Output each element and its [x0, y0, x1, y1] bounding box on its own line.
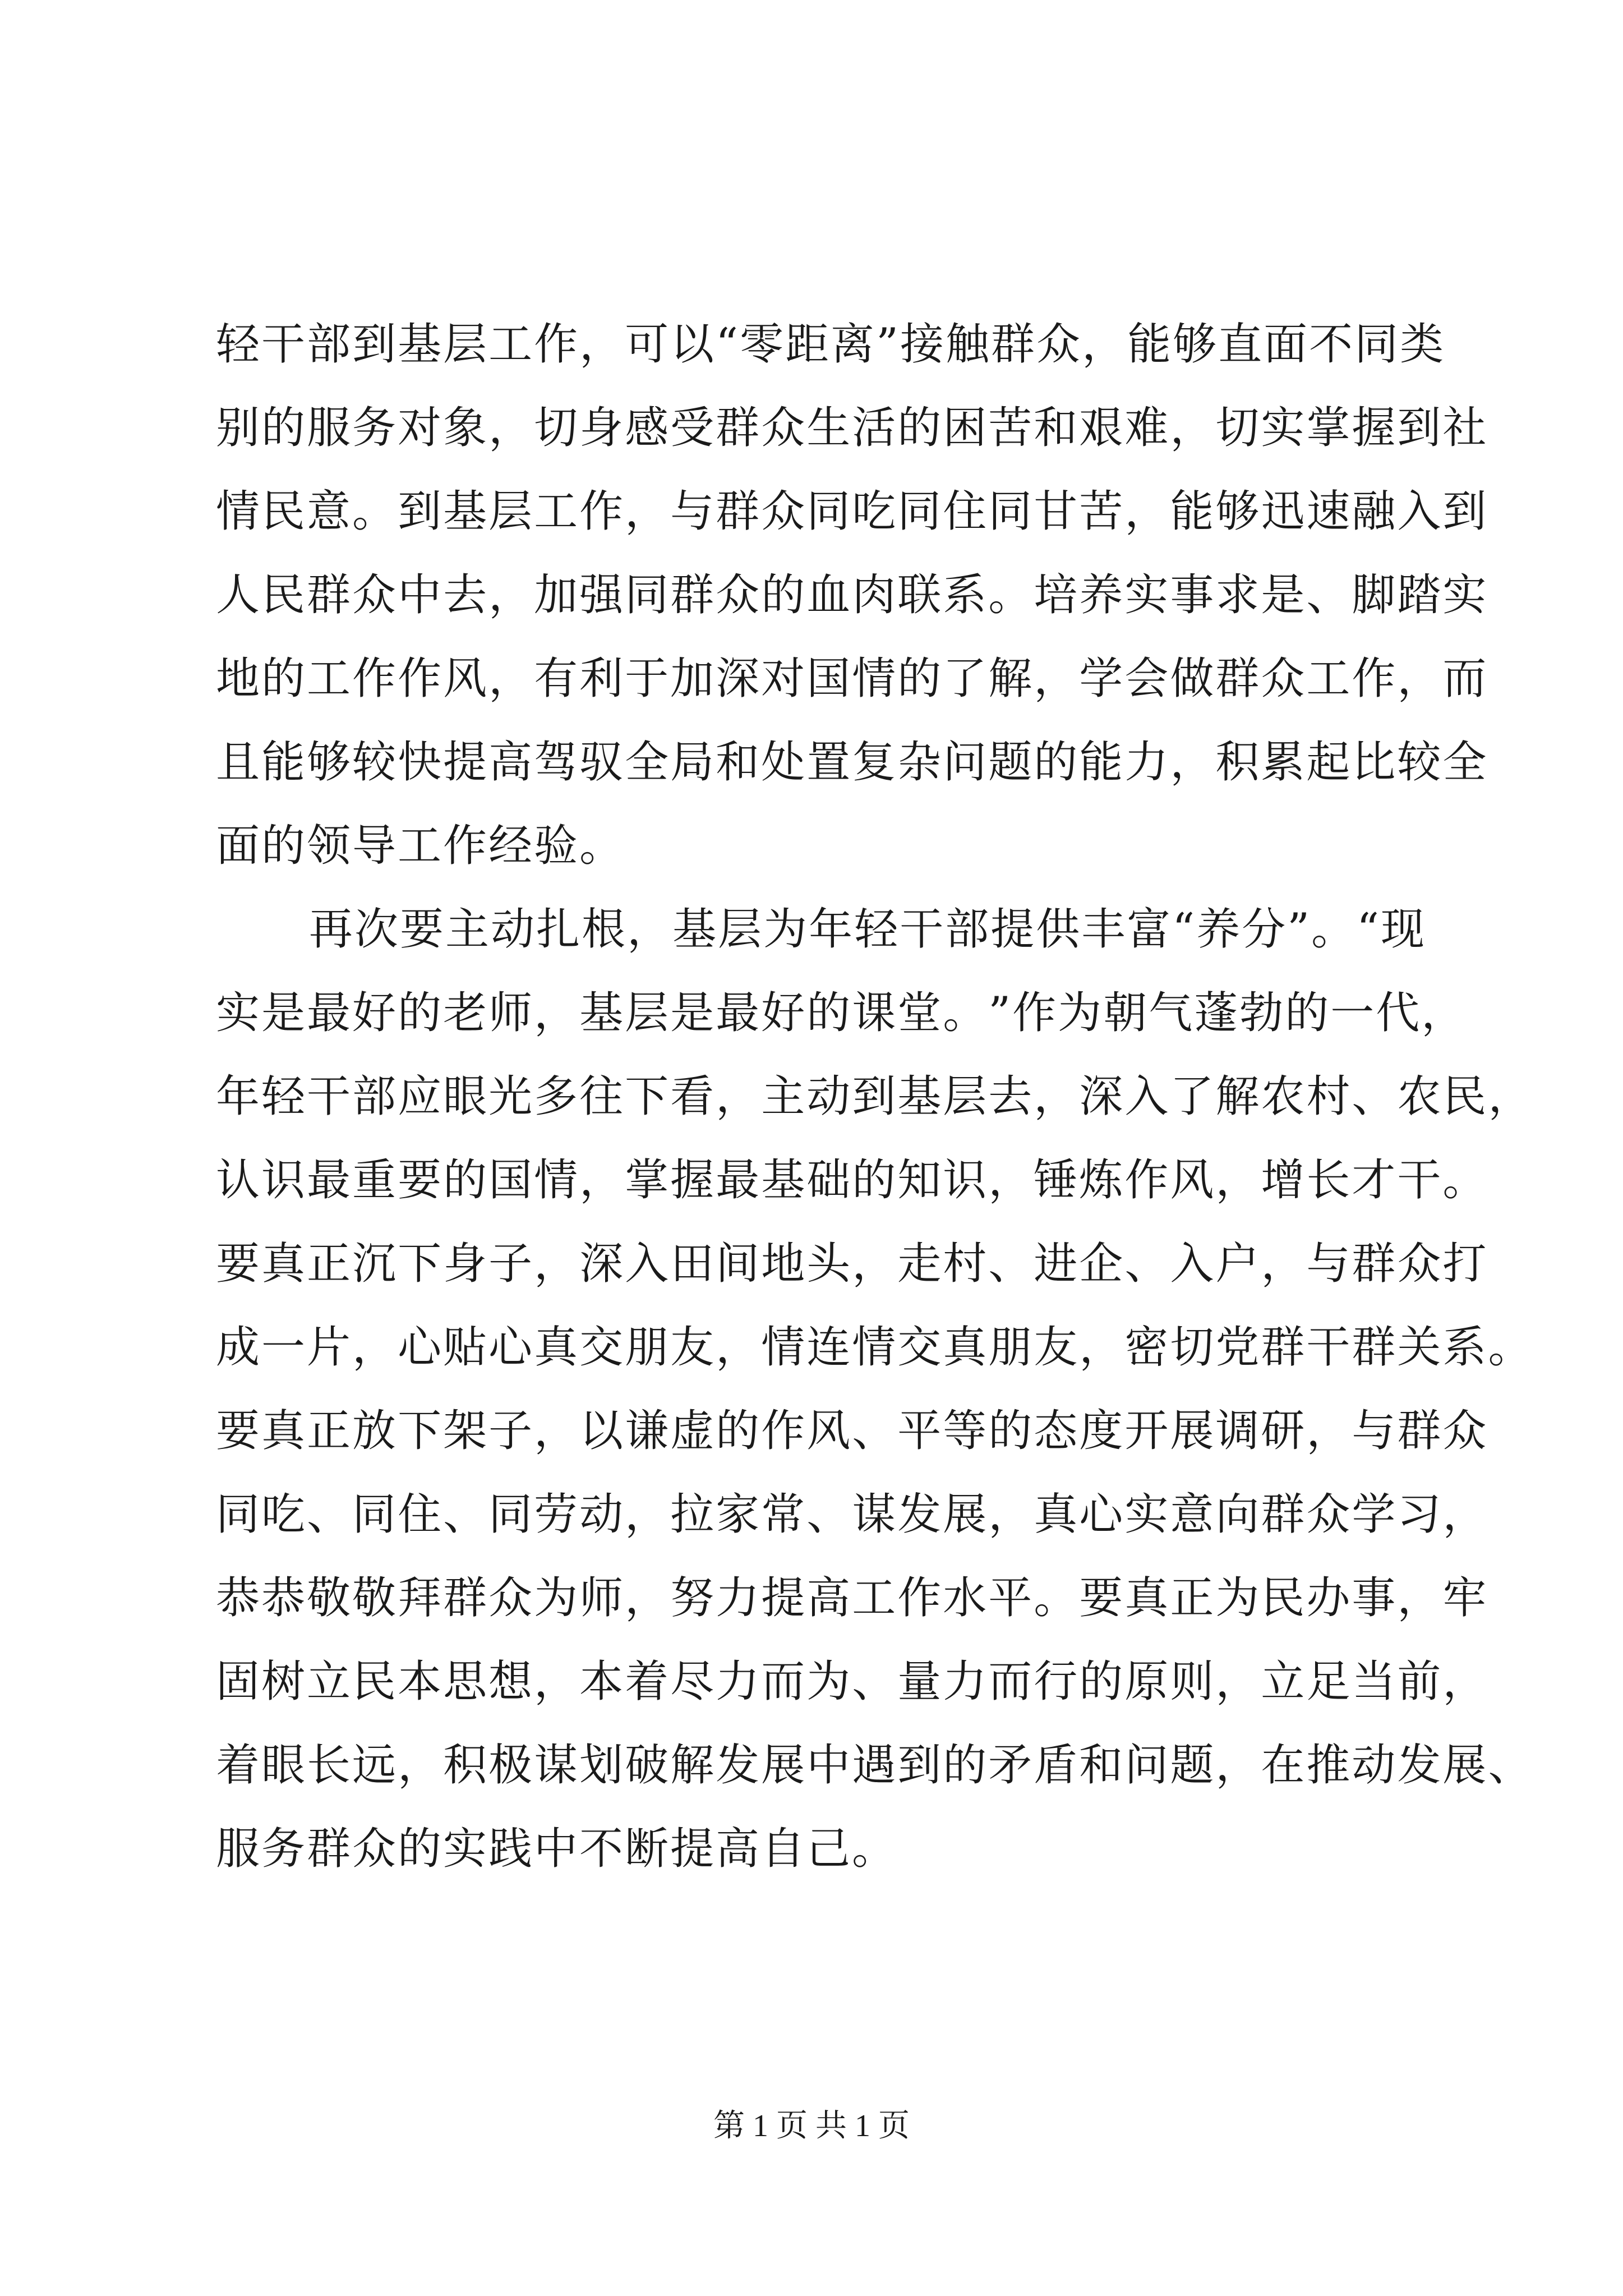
text-line: 成 一 片 ， 心 贴 心 真 交 朋 友 ， 情 连 情 交 真 朋 友 ， 密 切 党 群 干 群 关 系 。: [216, 1322, 1534, 1373]
text-line: 同 吃 、 同 住 、 同 劳 动 ， 拉 家 常 、 谋 发 展 ， 真 心 实 意 向 群 众 学 习 ，: [216, 1489, 1488, 1540]
document-body: [216, 303, 1534, 1891]
text-line: 年 轻 干 部 应 眼 光 多 往 下 看 ， 主 动 到 基 层 去 ， 深 入 了 解 农 村 、 农 民 ，: [216, 1071, 1534, 1122]
text-line: 面的领导工作经验。: [216, 821, 625, 871]
text-line: 情 民 意 。 到 基 层 工 作 ， 与 群 众 同 吃 同 住 同 甘 苦 ， 能 够 迅 速 融 入 到: [216, 486, 1488, 537]
text-line: 要 真 正 放 下 架 子 ， 以 谦 虚 的 作 风 、 平 等 的 态 度 开 展 调 研 ， 与 群 众: [216, 1406, 1488, 1456]
text-line: 人 民 群 众 中 去 ， 加 强 同 群 众 的 血 肉 联 系 。 培 养 实 事 求 是 、 脚 踏 实: [216, 570, 1488, 620]
text-line: 恭 恭 敬 敬 拜 群 众 为 师 ， 努 力 提 高 工 作 水 平 。 要 真 正 为 民 办 事 ， 牢: [216, 1573, 1488, 1623]
text-line: 固 树 立 民 本 思 想 ， 本 着 尽 力 而 为 、 量 力 而 行 的 原 则 ， 立 足 当 前 ，: [216, 1657, 1488, 1707]
text-line: 且 能 够 较 快 提 高 驾 驭 全 局 和 处 置 复 杂 问 题 的 能 力 ， 积 累 起 比 较 全: [216, 737, 1488, 788]
text-line: 再 次 要 主 动 扎 根 ， 基 层 为 年 轻 干 部 提 供 丰 富 “ 养 分 ” 。 “ 现: [309, 904, 1427, 955]
text-line: 认 识 最 重 要 的 国 情 ， 掌 握 最 基 础 的 知 识 ， 锤 炼 作 风 ， 增 长 才 干 。: [216, 1155, 1488, 1205]
page-footer: 第 1 页 共 1 页: [713, 2109, 910, 2143]
text-line: 别 的 服 务 对 象 ， 切 身 感 受 群 众 生 活 的 困 苦 和 艰 难 ， 切 实 掌 握 到 社: [216, 403, 1488, 453]
text-line: 轻 干 部 到 基 层 工 作 ， 可 以 “ 零 距 离 ” 接 触 群 众 ， 能 够 直 面 不 同 类: [216, 319, 1446, 370]
text-line: 地 的 工 作 作 风 ， 有 利 于 加 深 对 国 情 的 了 解 ， 学 会 做 群 众 工 作 ， 而: [216, 654, 1488, 704]
text-line: 着 眼 长 远 ， 积 极 谋 划 破 解 发 展 中 遇 到 的 矛 盾 和 问 题 ， 在 推 动 发 展 、: [216, 1740, 1534, 1791]
paragraph: [216, 303, 1488, 888]
paragraph: [216, 888, 1534, 1891]
text-line: 要 真 正 沉 下 身 子 ， 深 入 田 间 地 头 ， 走 村 、 进 企 、 入 户 ， 与 群 众 打: [216, 1239, 1488, 1289]
text-line: 服务群众的实践中不断提高自己。: [216, 1824, 898, 1874]
text-line: 实 是 最 好 的 老 师 ， 基 层 是 最 好 的 课 堂 。 ” 作 为 朝 气 蓬 勃 的 一 代 ，: [216, 988, 1467, 1038]
